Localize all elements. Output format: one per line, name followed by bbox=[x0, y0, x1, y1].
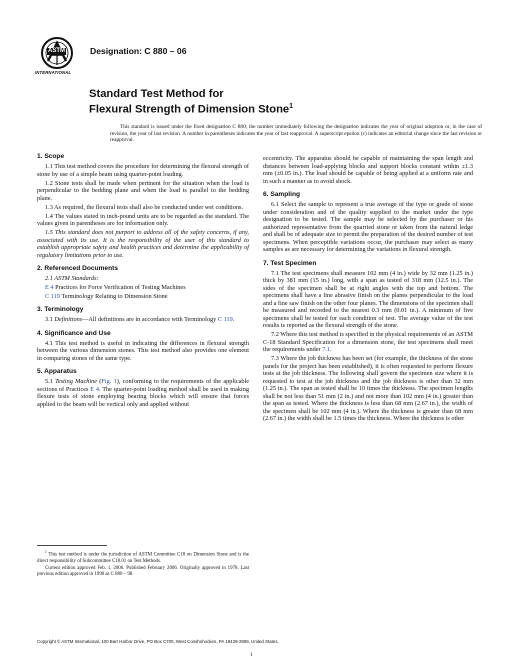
title-line-2-wrap bbox=[89, 101, 449, 116]
para-5-1-prefix: 5.1 bbox=[45, 378, 56, 385]
reference-e4 bbox=[37, 284, 249, 292]
para-3-1-end: . bbox=[232, 316, 235, 323]
section-link-7-1[interactable]: 7.1 bbox=[322, 346, 330, 353]
para-5-1 bbox=[37, 378, 249, 408]
para-5-1-b: ), conforming to the requirements of the applicable sections of Practices bbox=[37, 378, 250, 393]
logo-subtext: INTERNATIONAL bbox=[35, 70, 72, 75]
figure-link-fig1[interactable]: Fig. 1 bbox=[101, 378, 117, 385]
footnote-mark: 1 bbox=[45, 550, 47, 554]
reference-c119 bbox=[37, 293, 249, 301]
title-footnote-mark: 1 bbox=[289, 102, 294, 110]
footnote-2: Current edition approved Feb. 1, 2006. Published February 2006. Originally approved in 1978. Last previous edition approved in 1998 as C 880 – 98. bbox=[37, 565, 249, 577]
left-column bbox=[37, 153, 249, 410]
para-1-3: 1.3 As required, the flexural tests shall also be conducted under wet conditions. bbox=[45, 203, 244, 211]
astm-logo bbox=[34, 36, 80, 76]
para-3-1 bbox=[37, 316, 249, 324]
para-7-2-end: . bbox=[330, 346, 332, 353]
logo-text: ASTM bbox=[48, 48, 65, 54]
para-7-3: 7.3 Where the job thickness has been set (for example, the thickness of the stone panels for the project has been established), it is often requested to perform flexure tests at the job thickness. The following shall govern the specimen size where it is requested to test at the job thickness and the job thickness is other than 32 mm (1.25 in.). The span as tested shall be 10 times the thickness. The specimen lengths shall be not less than 51 mm (2 in.) and not more than 102 mm (4 in.) greater than the span as tested. Where the thickness is less than 68 mm (2.67 in.), the width of the specimen shall be 102 mm (4 in.). Where the thickness is greater than 68 mm (2.67 in.) the width shall be 1.5 times the thickness. Where the thickness is other bbox=[263, 355, 473, 422]
footnote-1 bbox=[37, 549, 249, 565]
para-2-1-text: 2.1 ASTM Standards: bbox=[45, 275, 99, 282]
section-heading-sampling: 6. Sampling bbox=[263, 191, 301, 198]
notice-text: This standard is issued under the fixed designation C 880; the number immediately following the designation indicates the year of original adoption or, in the case of revision, the year of last revision. A number in parentheses indicates the year of last reapproval. A superscript epsilon (ε) indicates an editorial change since the last revision or reapproval. bbox=[110, 124, 482, 144]
para-3-1-prefix: 3.1 bbox=[45, 316, 55, 323]
para-2-1 bbox=[37, 275, 249, 283]
section-heading-apparatus: 5. Apparatus bbox=[37, 368, 77, 375]
apparatus-link-e4[interactable]: E 4 bbox=[90, 385, 99, 393]
right-column bbox=[263, 155, 473, 424]
section-heading-specimen: 7. Test Specimen bbox=[263, 259, 317, 267]
para-3-1-term: Definitions bbox=[54, 316, 83, 323]
para-1-5 bbox=[37, 229, 249, 259]
footnote-rule bbox=[37, 545, 107, 546]
para-6-1: 6.1 Select the sample to represent a true average of the type or grade of stone under consideration and of the quality supplied to the market under the type designation to be tested. The sample may be selected by the purchaser or his authorized representative from the quarried stone or taken from the natural ledge and shall be of adequate size to permit the preparation of the desired number of test specimens. When perceptible variations occur, the purchaser may select as many samples as are necessary for determining the variations in flexural strength. bbox=[263, 201, 473, 253]
para-5-1-c: . The quarter-point loading method shall be used in making flexure tests of stone employing bearing blocks which will ensure that forces applied to the beam will be vertical only and applied without bbox=[37, 385, 249, 408]
para-4-1: 4.1 This test method is useful in indicating the differences in flexural strength between the various dimension stones. This test method also provides one element in comparing stones of the same type. bbox=[37, 339, 249, 362]
page-title bbox=[89, 88, 449, 116]
para-1-5-text: 1.5 This standard does not purport to address all of the safety concerns, if any, associated with its use. It is the responsibility of the user of this standard to establish appropriate safety and health practices and determine the applicability of regulatory limitations prior to use. bbox=[37, 229, 249, 259]
copyright-line: Copyright © ASTM International, 100 Barr Harbor Drive, PO Box C700, West Conshohocken, PA 19428-2959, United States. bbox=[37, 639, 279, 644]
para-1-2: 1.2 Stone tests shall be made when pertinent for the situation when the load is perpendicular to the bedding plane and when the load is parallel to the bedding plane. bbox=[37, 179, 249, 202]
para-1-4: 1.4 The values stated in inch-pound units are to be regarded as the standard. The values given in parentheses are for information only. bbox=[37, 212, 249, 227]
title-line-2: Flexural Strength of Dimension Stone bbox=[89, 103, 290, 116]
reference-link-c119[interactable]: C 119 bbox=[45, 292, 60, 300]
page-number: 1 bbox=[250, 652, 253, 658]
section-heading-referenced: 2. Referenced Documents bbox=[37, 265, 118, 272]
terminology-link-c119[interactable]: C 119 bbox=[217, 316, 233, 323]
para-5-1-a: ( bbox=[97, 378, 102, 385]
footnote-1-text: This test method is under the jurisdiction of ASTM Committee C18 on Dimension Stone and is the direct responsibility of Subcommittee C18.01 on Test Methods. bbox=[37, 552, 250, 564]
designation-notice bbox=[110, 124, 482, 144]
designation: Designation: C 880 – 06 bbox=[90, 46, 187, 56]
section-heading-terminology: 3. Terminology bbox=[37, 306, 84, 313]
reference-link-e4[interactable]: E 4 bbox=[45, 284, 54, 291]
section-heading-significance: 4. Significance and Use bbox=[37, 329, 111, 337]
para-1-1: 1.1 This test method covers the procedure for determining the flexural strength of stone by use of a simple beam using quarter-point loading. bbox=[37, 163, 249, 178]
para-7-1: 7.1 The test specimens shall measure 102 mm (4 in.) wide by 32 mm (1.25 in.) thick by 381 mm (15 in.) long, with a span as tested of 318 mm (12.5 in.). The sides of the specimen shall be at right angles with the top and bottom. The specimens shall have a fine abrasive finish on the planes perpendicular to the load and a fine saw finish on the other four planes. The dimensions of the specimen shall be measured and recorded to the nearest 0.3 mm (0.01 in.). A minimum of five specimens shall be tested for each condition of test. The average value of the test results is reported as the flexural strength of the stone. bbox=[263, 269, 473, 329]
para-7-2 bbox=[263, 331, 473, 354]
footnotes bbox=[37, 545, 249, 579]
title-line-1: Standard Test Method for bbox=[89, 88, 224, 100]
section-heading-scope: 1. Scope bbox=[37, 153, 65, 160]
reference-title-e4: Practices for Force Verification of Testing Machines bbox=[53, 284, 186, 291]
para-5-1-continued: eccentricity. The apparatus should be capable of maintaining the span length and distances between load-applying blocks and support blocks constant within ±1.3 mm (±0.05 in.). The load should be capable of being applied at a uniform rate and in such a manner as to avoid shock. bbox=[263, 155, 473, 185]
para-7-2-text: 7.2 Where this test method is specified in the physical requirements of an ASTM C-18 Standard Specification for a dimension stone, the test specimens shall meet the requirements under bbox=[263, 331, 473, 353]
reference-title-c119: Terminology Relating to Dimension Stone bbox=[59, 292, 168, 300]
para-5-1-term: Testing Machine bbox=[55, 378, 98, 385]
para-3-1-text: —All definitions are in accordance with Terminology bbox=[82, 316, 218, 323]
